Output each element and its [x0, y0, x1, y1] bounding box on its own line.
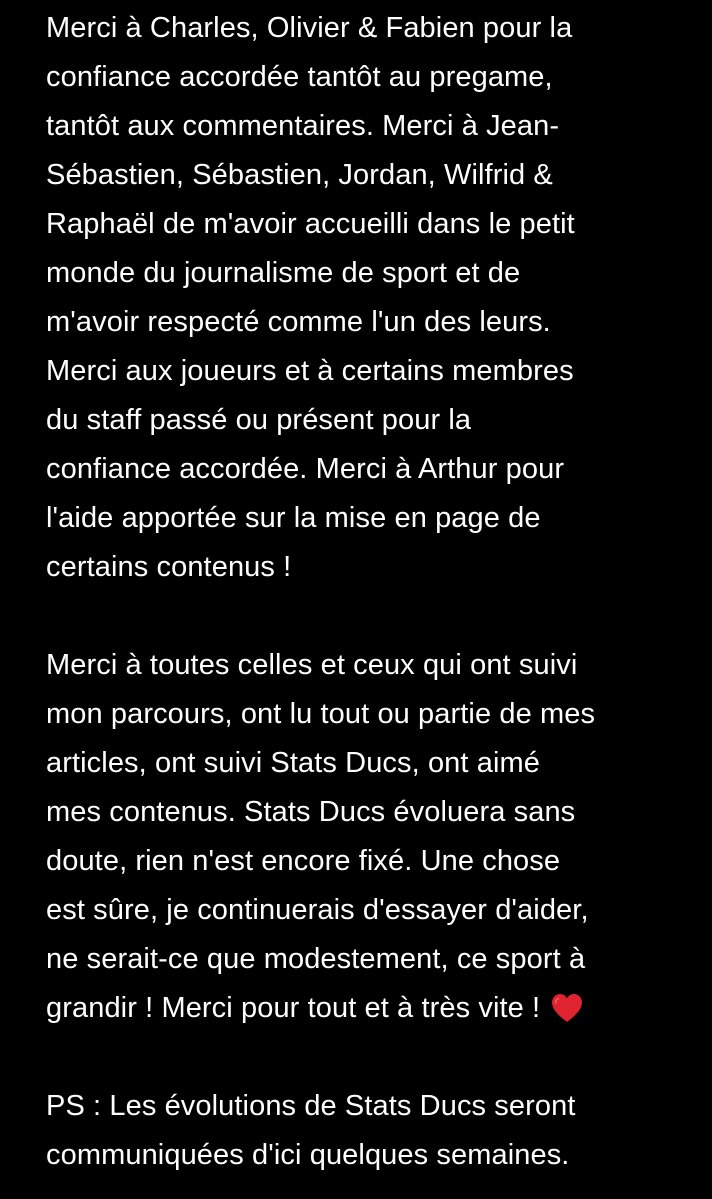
text-line: Raphaël de m'avoir accueilli dans le petit: [46, 208, 575, 240]
text-line: mon parcours, ont lu tout ou partie de mes: [46, 698, 596, 730]
text-line: confiance accordée tantôt au pregame,: [46, 61, 553, 93]
text-line: Sébastien, Sébastien, Jordan, Wilfrid &: [46, 159, 553, 191]
text-line: m'avoir respecté comme l'un des leurs.: [46, 306, 551, 338]
text-line: du staff passé ou présent pour la: [46, 404, 472, 436]
text-line: doute, rien n'est encore fixé. Une chose: [46, 845, 561, 877]
text-line: Merci à Charles, Olivier & Fabien pour la: [46, 12, 573, 44]
text-line: monde du journalisme de sport et de: [46, 257, 521, 289]
text-line: certains contenus !: [46, 551, 292, 583]
paragraph-gap: [46, 592, 692, 641]
text-line-with-emoji: [46, 984, 692, 1033]
text-line: Merci à toutes celles et ceux qui ont suivi: [46, 649, 578, 681]
text-line: confiance accordée. Merci à Arthur pour: [46, 453, 565, 485]
text-line: grandir ! Merci pour tout et à très vite !: [46, 992, 541, 1024]
text-line: l'aide apportée sur la mise en page de: [46, 502, 541, 534]
text-line: ne serait-ce que modestement, ce sport à: [46, 943, 586, 975]
text-line: mes contenus. Stats Ducs évoluera sans: [46, 796, 576, 828]
text-line: communiquées d'ici quelques semaines.: [46, 1139, 570, 1171]
text-line: Merci aux joueurs et à certains membres: [46, 355, 574, 387]
red-heart-icon: [550, 992, 584, 1024]
text-line: articles, ont suivi Stats Ducs, ont aimé: [46, 747, 540, 779]
text-line: PS : Les évolutions de Stats Ducs seront: [46, 1090, 576, 1122]
text-line: tantôt aux commentaires. Merci à Jean-: [46, 110, 560, 142]
paragraph-gap: [46, 1033, 692, 1082]
text-line: est sûre, je continuerais d'essayer d'aider,: [46, 894, 589, 926]
